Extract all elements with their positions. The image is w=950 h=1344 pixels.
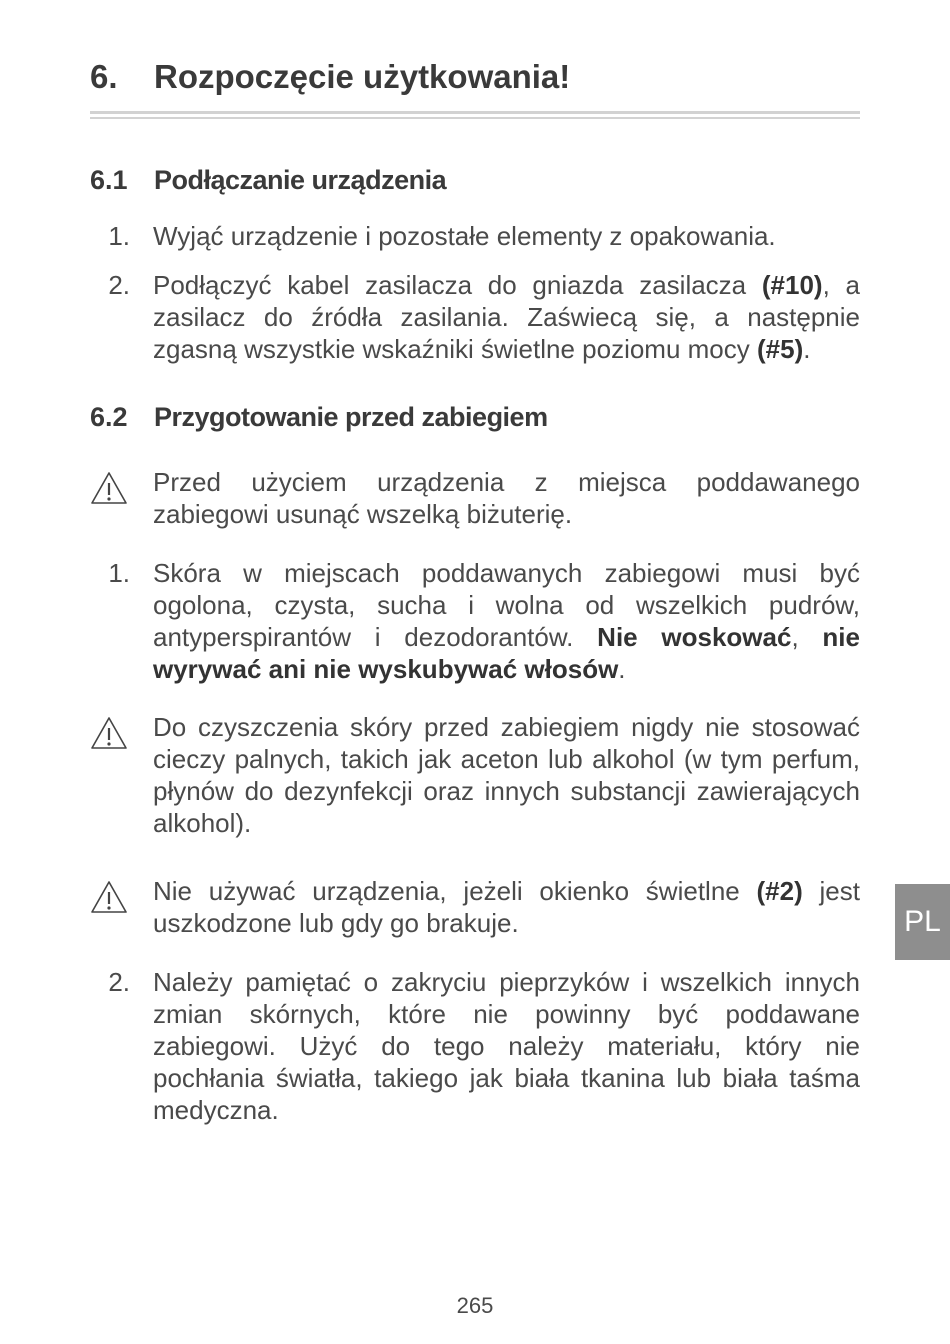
list-item [90,269,860,365]
section-number: 6.2 [90,402,128,432]
warning-triangle-icon [90,879,128,920]
list-item [90,966,860,1126]
warning-triangle-icon [90,715,128,756]
page-number: 265 [456,1293,494,1318]
heading-rule-top [90,111,860,114]
warning-note [90,466,860,530]
section-heading-6-2 [90,402,548,433]
list-marker: 1. [108,221,130,251]
warning-triangle-icon [90,470,128,511]
emphasis-text: Nie woskować [597,622,792,652]
warning-text: Do czyszczenia skóry przed zabiegiem nigdy nie stosować cieczy palnych, takich jak aceton lub alkohol (w tym perfum, płynów do dezynfekcji oraz innych substancji zawierających alkohol). [153,712,860,838]
list-item-text: Podłączyć kabel zasilacza do gniazda zasilacza (#10), a zasilacz do źródła zasilania. Zaświecą się, a następnie zgasną wszystkie wskaźniki świetlne poziomu mocy (#5). [153,270,860,364]
list-item-text: Należy pamiętać o zakryciu pieprzyków i wszelkich innych zmian skórnych, które nie powinny być poddawane zabiegowi. Użyć do tego należy materiału, który nie pochłania światła, takiego jak biała tkanina lub biała taśma medyczna. [153,967,860,1125]
list-marker: 2. [108,967,130,997]
list-item-text: Skóra w miejscach poddawanych zabiegowi musi być ogolona, czysta, sucha i wolna od wszelkich pudrów, antyperspirantów i dezodorantów. Nie woskować, nie wyrywać ani nie wyskubywać włosów. [153,558,860,684]
list-marker: 1. [108,558,130,588]
chapter-number: 6. [90,58,118,95]
reference-label: (#2) [756,876,803,906]
chapter-title: Rozpoczęcie użytkowania! [154,58,571,95]
warning-note [90,875,860,939]
chapter-heading [90,58,570,96]
emphasis-text: nie wyrywać ani nie wyskubywać włosów [153,622,860,684]
section-title: Przygotowanie przed zabiegiem [154,402,548,432]
list-item [90,557,860,685]
reference-label: (#5) [757,334,804,364]
list-marker: 2. [108,270,130,300]
heading-rule-bottom [90,117,860,119]
list-item [90,220,860,252]
warning-text: Nie używać urządzenia, jeżeli okienko świetlne (#2) jest uszkodzone lub gdy go brakuje. [153,876,860,938]
reference-label: (#10) [761,270,823,300]
warning-text: Przed użyciem urządzenia z miejsca poddawanego zabiegowi usunąć wszelką biżuterię. [153,467,860,529]
section-title: Podłączanie urządzenia [154,165,447,195]
list-item-text: Wyjąć urządzenie i pozostałe elementy z opakowania. [153,221,776,251]
section-heading-6-1 [90,165,446,196]
warning-note [90,711,860,839]
section-number: 6.1 [90,165,128,195]
language-tab: PL [895,884,950,960]
